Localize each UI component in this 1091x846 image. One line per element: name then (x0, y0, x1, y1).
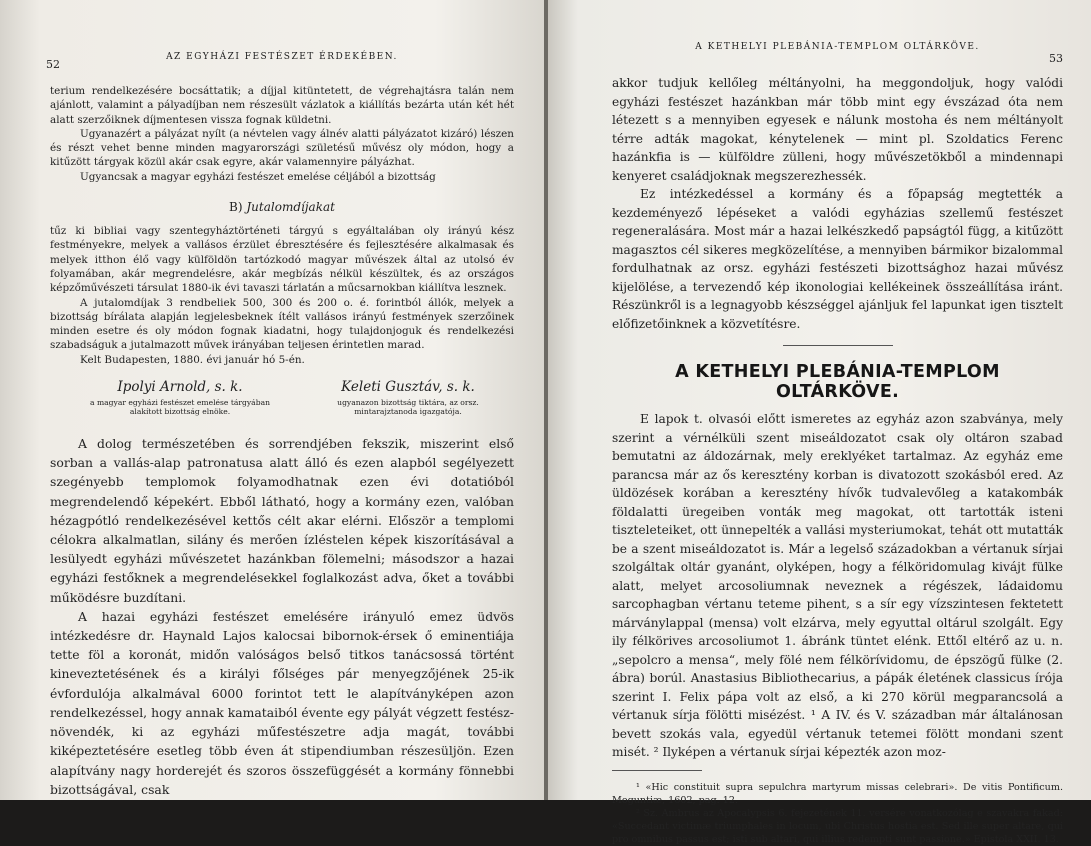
signature-block (80, 379, 508, 416)
signature-role: ugyanazon bizottság tiktára, az orsz. mintarajztanoda igazgatója. (337, 398, 479, 417)
signature-name: Keleti Gusztáv, s. k. (341, 379, 475, 396)
right-running-header (612, 42, 1063, 65)
intro-paragraph-1: terium rendelkezésére bocsáttatik; a díjjal kitüntetett, de végrehajtásra talán nem ajánlott, valamint a pályadíjban nem részesült vázlatok a kiállítás bezárta után két hét alatt szerzőiknek díjmentesen vissza fognak küldetni. (50, 85, 514, 126)
subsection-title: Jutalomdíjakat (246, 200, 335, 215)
right-top-text (612, 74, 1063, 333)
right-page (548, 0, 1091, 845)
right-page-number: 53 (1049, 52, 1063, 65)
signature-secretary (308, 379, 508, 416)
left-running-header (46, 52, 514, 71)
section-divider (783, 345, 893, 346)
subsection-heading (50, 200, 514, 214)
subsection-letter: B) (229, 200, 243, 215)
main-paragraph-1: A dolog természetében és sorrendjében fekszik, miszerint első sorban a vallás-alap patronatusa alatt álló és ezen alapból segélyezett szegényebb templomok folyamodhatnak ezen évi dotatióból megrendelendő képekért. Ebből látható, hogy a kormány ezen, valóban hézagpótló rendelkezésével kettős célt akar elérni. Először a templomi célokra alkalmatlan, silány és merően ízléstelen képek kiszorításával a lesülyedt egyházi művészetet hazánkban fölemelni; másodszor a hazai egyházi festőknek a megrendelésekkel foglalkozást adva, őket a további működésre buzdítani. (50, 436, 514, 605)
footnote-1: ¹ «Hic constituit supra sepulchra martyrum missas celebrari». De vitis Pontificum. Moguntiæ, 1602, pag. 12. (612, 781, 1063, 806)
subsection-paragraph-1: tűz ki bibliai vagy szentegyháztörténeti tárgyú s egyáltalában oly irányú kész festményekre, melyek a vallásos érzület ébresztésére és fejlesztésére alkalmasak és melyek itthon élő vagy külföldön tartózkodó magyar művészek által az utolsó év folyamában, akár megrendelésre, akár megbízás nélkül készültek, és az országos képzőművészeti társulat 1880-ik évi tavaszi tárlatán a műcsarnokban kiállítva lesznek. (50, 225, 514, 295)
left-page (0, 0, 544, 800)
right-running-title: A KETHELYI PLEBÁNIA-TEMPLOM OLTÁRKÖVE. (695, 42, 980, 52)
subsection-date-line: Kelt Budapesten, 1880. évi január hó 5-én. (80, 353, 305, 366)
left-page-number: 52 (46, 58, 60, 71)
signature-name: Ipolyi Arnold, s. k. (117, 379, 243, 396)
left-intro-text (50, 84, 514, 184)
top-paragraph-1: akkor tudjuk kellőleg méltányolni, ha meggondoljuk, hogy valódi egyházi festészet hazánkban már több mint egy évszázad óta nem létezett s a mennyiben egyesek e nálunk mostoha és nem méltányolt térre adták magokat, kénytelenek — mint pl. Szoldatics Ferenc hazánkfia is — külföldre zülleni, hogy művészetökből a mindennapi kenyeret családjoknak megszerezhessék. (612, 76, 1063, 183)
main-paragraph-2: A hazai egyházi festészet emelésére irányuló emez üdvös intézkedésre dr. Haynald Lajos kalocsai bibornok-érsek ő eminentiája tette föl a koronát, midőn valóságos belső titkos tanácsossá történt kineveztetésének és a királyi főlséges pár menyegzőjének 25-ik évfordulója alkalmával 6000 forintot tett le alapítványképen azon rendelkezéssel, hogy annak kamataiból évente egy pályát végzett festész-növendék, ki az egyházi műfestészetre adja magát, további kiképeztetésére esetleg több éven át stipendiumban részesüljön. Ezen alapítvány nagy horderejét és szoros összefüggését a kormány fönnebbi bizottságával, csak (50, 608, 514, 797)
signature-president (80, 379, 280, 416)
top-paragraph-2: Ez intézkedéssel a kormány és a főpapság megtették a kezdeményező lépéseket a valódi egyházias szellemű festészet regeneralására. Most már a hazai lelkészkedő papságtól függ, a kitűzött magasztos cél sikeres megközelítése, a mennyiben bármikor bizalommal fordulhatnak az orsz. egyházi festészeti bizottsághoz hazai művész kijelölése, a tervezendő kép ikonologiai kellékeinek összeállítása iránt. Részünkről is a legnagyobb készséggel ajánljuk fel lapunkat igen tisztelt előfizetőinknek a közvetítésre. (612, 187, 1063, 331)
left-main-text (50, 434, 514, 799)
intro-paragraph-3: Ugyancsak a magyar egyházi festészet emelése céljából a bizottság (80, 170, 436, 183)
subsection-paragraph-2: A jutalomdíjak 3 rendbeliek 500, 300 és 200 o. é. forintból állók, melyek a bizottság bírálata alapján legjelesbeknek ítélt vallásos irányú festmények szerzőinek minden esetre és oly módon fognak kiadatni, hogy tulajdonjoguk és rendelkezési szabadságuk a jutalmazott művek irányában teljesen érintetlen marad. (50, 296, 514, 352)
article-paragraph-1: E lapok t. olvasói előtt ismeretes az egyház azon szabványa, mely szerint a vérnélküli szent miseáldozatot csak oly oltáron szabad bemutatni az áldozárnak, mely ereklyéket tartalmaz. Az egyház eme parancsa már az ős keresztény korban is divatozott szokásból ered. Az üldözések korában a keresztény hívők tudvalevőleg a katakombák földalatti üregeiben vonták meg magokat, ott tartották isteni tiszteleteiket, ott ünnepelték a vallási mysteriumokat, tehát ott mutatták be a szent miseáldozatot is. Már a legelső századokban a vértanuk sírjai szolgáltak oltár gyanánt, olyképen, hogy a félköridomulag kivájt fülke alatt, melyet arcosoliumnak neveznek a régészek, ládaidomu sarcophagban vértanu teteme pihent, s a sír egy vízszintesen fektetett márványlappal (mensa) volt elzárva, mely egyuttal oltárul szolgált. Egy ily félkörives arcosoliumot 1. ábránk tüntet elénk. Ettől eltérő az u. n. „sepolcro a mensa“, mely fölé nem félkörívidomu, de épszögű fülke (2. ábra) borúl. Anastasius Bibliothecarius, a pápák életének classicus írója szerint I. Felix pápa volt az első, a ki 270 körül megparancsolá a vértanuk sírja fölötti misézést. ¹ A IV. és V. században már általánosan bevett szokás vala, egyedül vértanuk tetemei fölött mondani szent misét. ² Ilyképen a vértanuk sírjai képezték azon moz- (612, 412, 1063, 759)
footnotes (612, 781, 1063, 846)
left-subsection-text (50, 224, 514, 367)
intro-paragraph-2: Ugyanazért a pályázat nyílt (a névtelen vagy álnév alatti pályázatot kizáró) lészen és részt vehet benne minden magyarországi születésű művész oly módon, hogy a kitűzött tárgyak közül akár csak egyre, akár valamennyire pályázhat. (50, 127, 514, 169)
article-title: A KETHELYI PLEBÁNIA-TEMPLOM OLTÁRKÖVE. (675, 362, 1000, 402)
footnote-2: ² Sz. Ambrus az Apocalypsis 6. fejezetének 11. versére vonatkozólag e szavakra fakad: «Succedant victimæ triumphales in locum, ubi Christus hostia est. Sed ille super altare, qui pro omnibus passus est; isti sub altari, qui illius redempti sunt passione.» Epistola XXII. 13. (612, 807, 1063, 845)
article-text (612, 410, 1063, 762)
signature-role: a magyar egyházi festészet emelése tárgyában alakított bizottság elnöke. (90, 398, 270, 417)
footnote-divider (612, 770, 702, 771)
left-running-title: AZ EGYHÁZI FESTÉSZET ÉRDEKÉBEN. (166, 52, 398, 62)
